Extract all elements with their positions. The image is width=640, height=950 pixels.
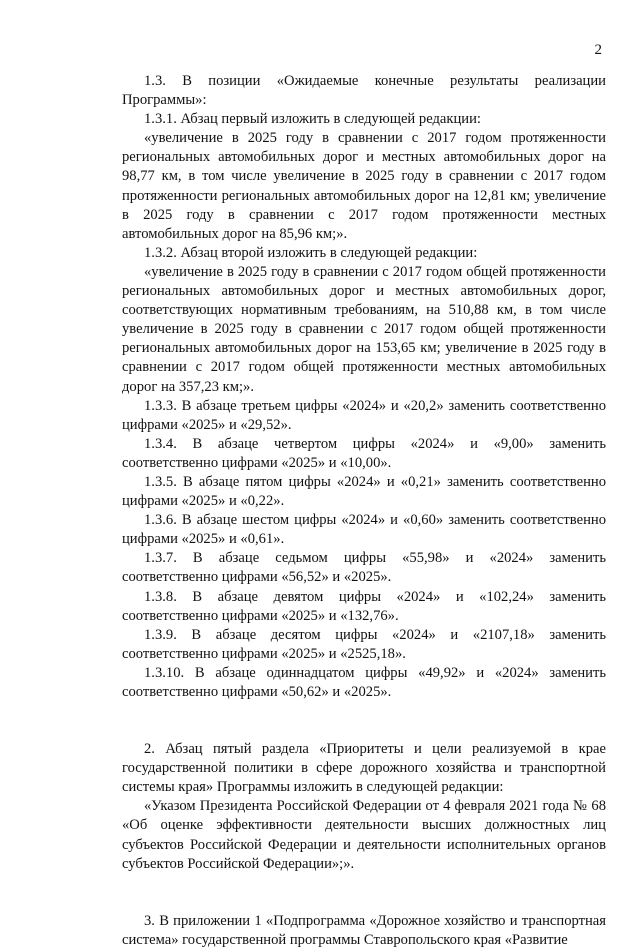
paragraph-1-3-8: 1.3.8. В абзаце девятом цифры «2024» и «102,24» заменить соответственно цифрами «2025» и «132,76».: [122, 588, 606, 624]
paragraph-1-3-5: 1.3.5. В абзаце пятом цифры «2024» и «0,21» заменить соответственно цифрами «2025» и «0,22».: [122, 473, 606, 510]
paragraph-1-3-10: 1.3.10. В абзаце одиннадцатом цифры «49,92» и «2024» заменить соответственно цифрами «50,62» и «2025».: [122, 664, 606, 700]
page-number: 2: [594, 42, 602, 58]
paragraph-1-3-3: 1.3.3. В абзаце третьем цифры «2024» и «20,2» заменить соответственно цифрами «2025» и «29,52».: [122, 397, 606, 433]
paragraph-1-3-7: 1.3.7. В абзаце седьмом цифры «55,98» и «2024» заменить соответственно цифрами «56,52» и «2025».: [122, 550, 606, 586]
paragraph-1-3-4: 1.3.4. В абзаце четвертом цифры «2024» и «9,00» заменить соответственно цифрами «2025» и «10,00».: [122, 435, 606, 471]
paragraph-1-3-6: 1.3.6. В абзаце шестом цифры «2024» и «0,60» заменить соответственно цифрами «2025» и «0,61».: [122, 512, 606, 548]
paragraph-3: 3. В приложении 1 «Подпрограмма «Дорожное хозяйство и транспортная система» государственной программы Ставропольского края «Развитие: [122, 912, 606, 948]
paragraph-1-3-9: 1.3.9. В абзаце десятом цифры «2024» и «2107,18» заменить соответственно цифрами «2025» и «2525,18».: [122, 626, 606, 662]
quote-1-3-2: «увеличение в 2025 году в сравнении с 2017 годом общей протяженности региональных автомобильных дорог и местных автомобильных дорог, соответствующих нормативным требованиям, на 510,88 км, в том числе увеличение в 2025 году в сравнении с 2017 годом общей протяженности региональных автомобильных дорог на 153,65 км; увеличение в 2025 году в сравнении с 2017 годом общей протяженности местных автомобильных дорог на 357,23 км;».: [122, 263, 606, 395]
paragraph-1-3-2: 1.3.2. Абзац второй изложить в следующей редакции:: [144, 244, 478, 261]
quote-1-3-1: «увеличение в 2025 году в сравнении с 2017 годом протяженности региональных автомобильных дорог и местных автомобильных дорог на 98,77 км, в том числе увеличение в 2025 году в сравнении с 2017 годом протяженности региональных автомобильных дорог на 12,81 км; увеличение в 2025 году в сравнении с 2017 годом протяженности местных автомобильных дорог на 85,96 км;».: [122, 130, 606, 242]
paragraph-1-3-1: 1.3.1. Абзац первый изложить в следующей редакции:: [144, 111, 481, 128]
document-body: [122, 72, 606, 950]
paragraph-2: 2. Абзац пятый раздела «Приоритеты и цели реализуемой в крае государственной политики в сфере дорожного хозяйства и транспортной системы края» Программы изложить в следующей редакции:: [122, 741, 606, 796]
quote-2: «Указом Президента Российской Федерации от 4 февраля 2021 года № 68 «Об оценке эффективности деятельности высших должностных лиц субъектов Российской Федерации и деятельности исполнительных органов субъектов Российской Федерации»;».: [122, 798, 606, 872]
paragraph-1-3: 1.3. В позиции «Ожидаемые конечные результаты реализации Программы»:: [122, 73, 606, 109]
